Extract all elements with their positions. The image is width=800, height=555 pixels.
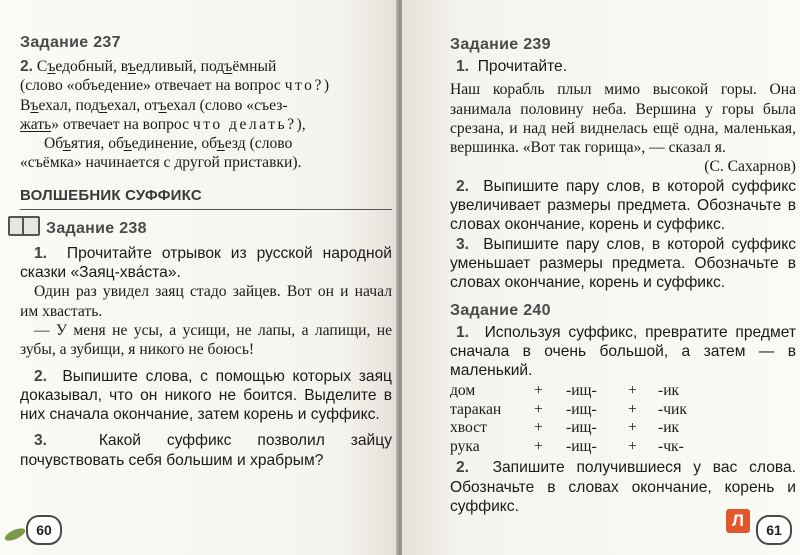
task-238-p1: 1. Прочитайте отрывок из русской народной сказки «Заяц-хва́ста». [20,244,392,282]
left-page-content [20,34,392,470]
table-row: рука + -ищ- + -чк- [450,437,684,455]
book-icon [8,216,40,236]
task-237-line-4: жать» отвечает на вопрос что делать?), [20,115,306,133]
table-row: таракан + -ищ- + -чик [450,400,687,418]
publisher-logo: Л [726,509,750,533]
task-237-line-2: (слово «объедение» отвечает на вопрос что?) [20,77,330,95]
page-number-right: 61 [756,515,792,545]
task-239-p2: 2. Выпишите пару слов, в которой суффикс увеличивает размеры предмета. Обозначьте в словах окончание, корень и суффикс. [450,177,796,234]
task-237-line-1: 2. Съедобный, въедливый, подъёмный [20,58,277,75]
task-238-story: Один раз увидел заяц стадо зайцев. Вот он и начал им хвастать. [20,283,392,320]
left-page [0,0,398,555]
task-239-text: Наш корабль плыл мимо высокой горы. Она занимала половину неба. Вершина у горы была срезана, и над ней виднелась ещё одна, маленькая, вершинка. «Вот так горища», — сказал я. [450,81,796,157]
task-237-title: Задание 237 [20,34,121,51]
task-240-p2: 2. Запишите получившиеся у вас слова. Обозначьте в словах окончание, корень и суффикс. [450,459,796,516]
task-240-p1: 1. Используя суффикс, превратите предмет сначала в очень большой, а затем — в маленький. [450,323,796,380]
task-239-p3: 3. Выпишите пару слов, в которой суффикс уменьшает размеры предмета. Обозначьте в словах окончание, корень и суффикс. [450,235,796,292]
right-page [402,0,800,555]
task-238-p2: 2. Выпишите слова, с помощью которых заяц доказывал, что он никого не боится. Выделите в них сначала окончание, затем корень и суффикс. [20,367,392,424]
task-238-p3: 3. Какой суффикс позволил зайцу почувствовать себя большим и храбрым? [20,432,392,469]
task-239-title: Задание 239 [450,36,551,53]
task-240-title: Задание 240 [450,301,551,319]
page-number-left: 60 [26,515,62,545]
task-238-quote: — У меня не усы, а усищи, не лапы, а лапищи, не зубы, а зубищи, я никого не боюсь! [20,321,392,359]
suffix-table [450,382,687,456]
table-row: хвост + -ищ- + -ик [450,419,680,437]
task-239-author: (С. Сахарнов) [704,158,796,176]
task-237-line-6: «съёмка» начинается с другой приставки). [20,154,302,172]
leaf-icon [3,526,27,543]
task-237-line-5: Объятия, объединение, объезд (слово [44,135,293,153]
task-239-p1: 1. Прочитайте. [456,58,568,75]
table-row: дом + -ищ- + -ик [450,382,680,400]
right-page-content [450,36,796,516]
section-title: ВОЛШЕБНИК СУФФИКС [20,187,392,210]
task-237-line-3: Въехал, подъехал, отъехал (слово «съез- [20,96,288,114]
task-238-title: Задание 238 [8,216,392,238]
